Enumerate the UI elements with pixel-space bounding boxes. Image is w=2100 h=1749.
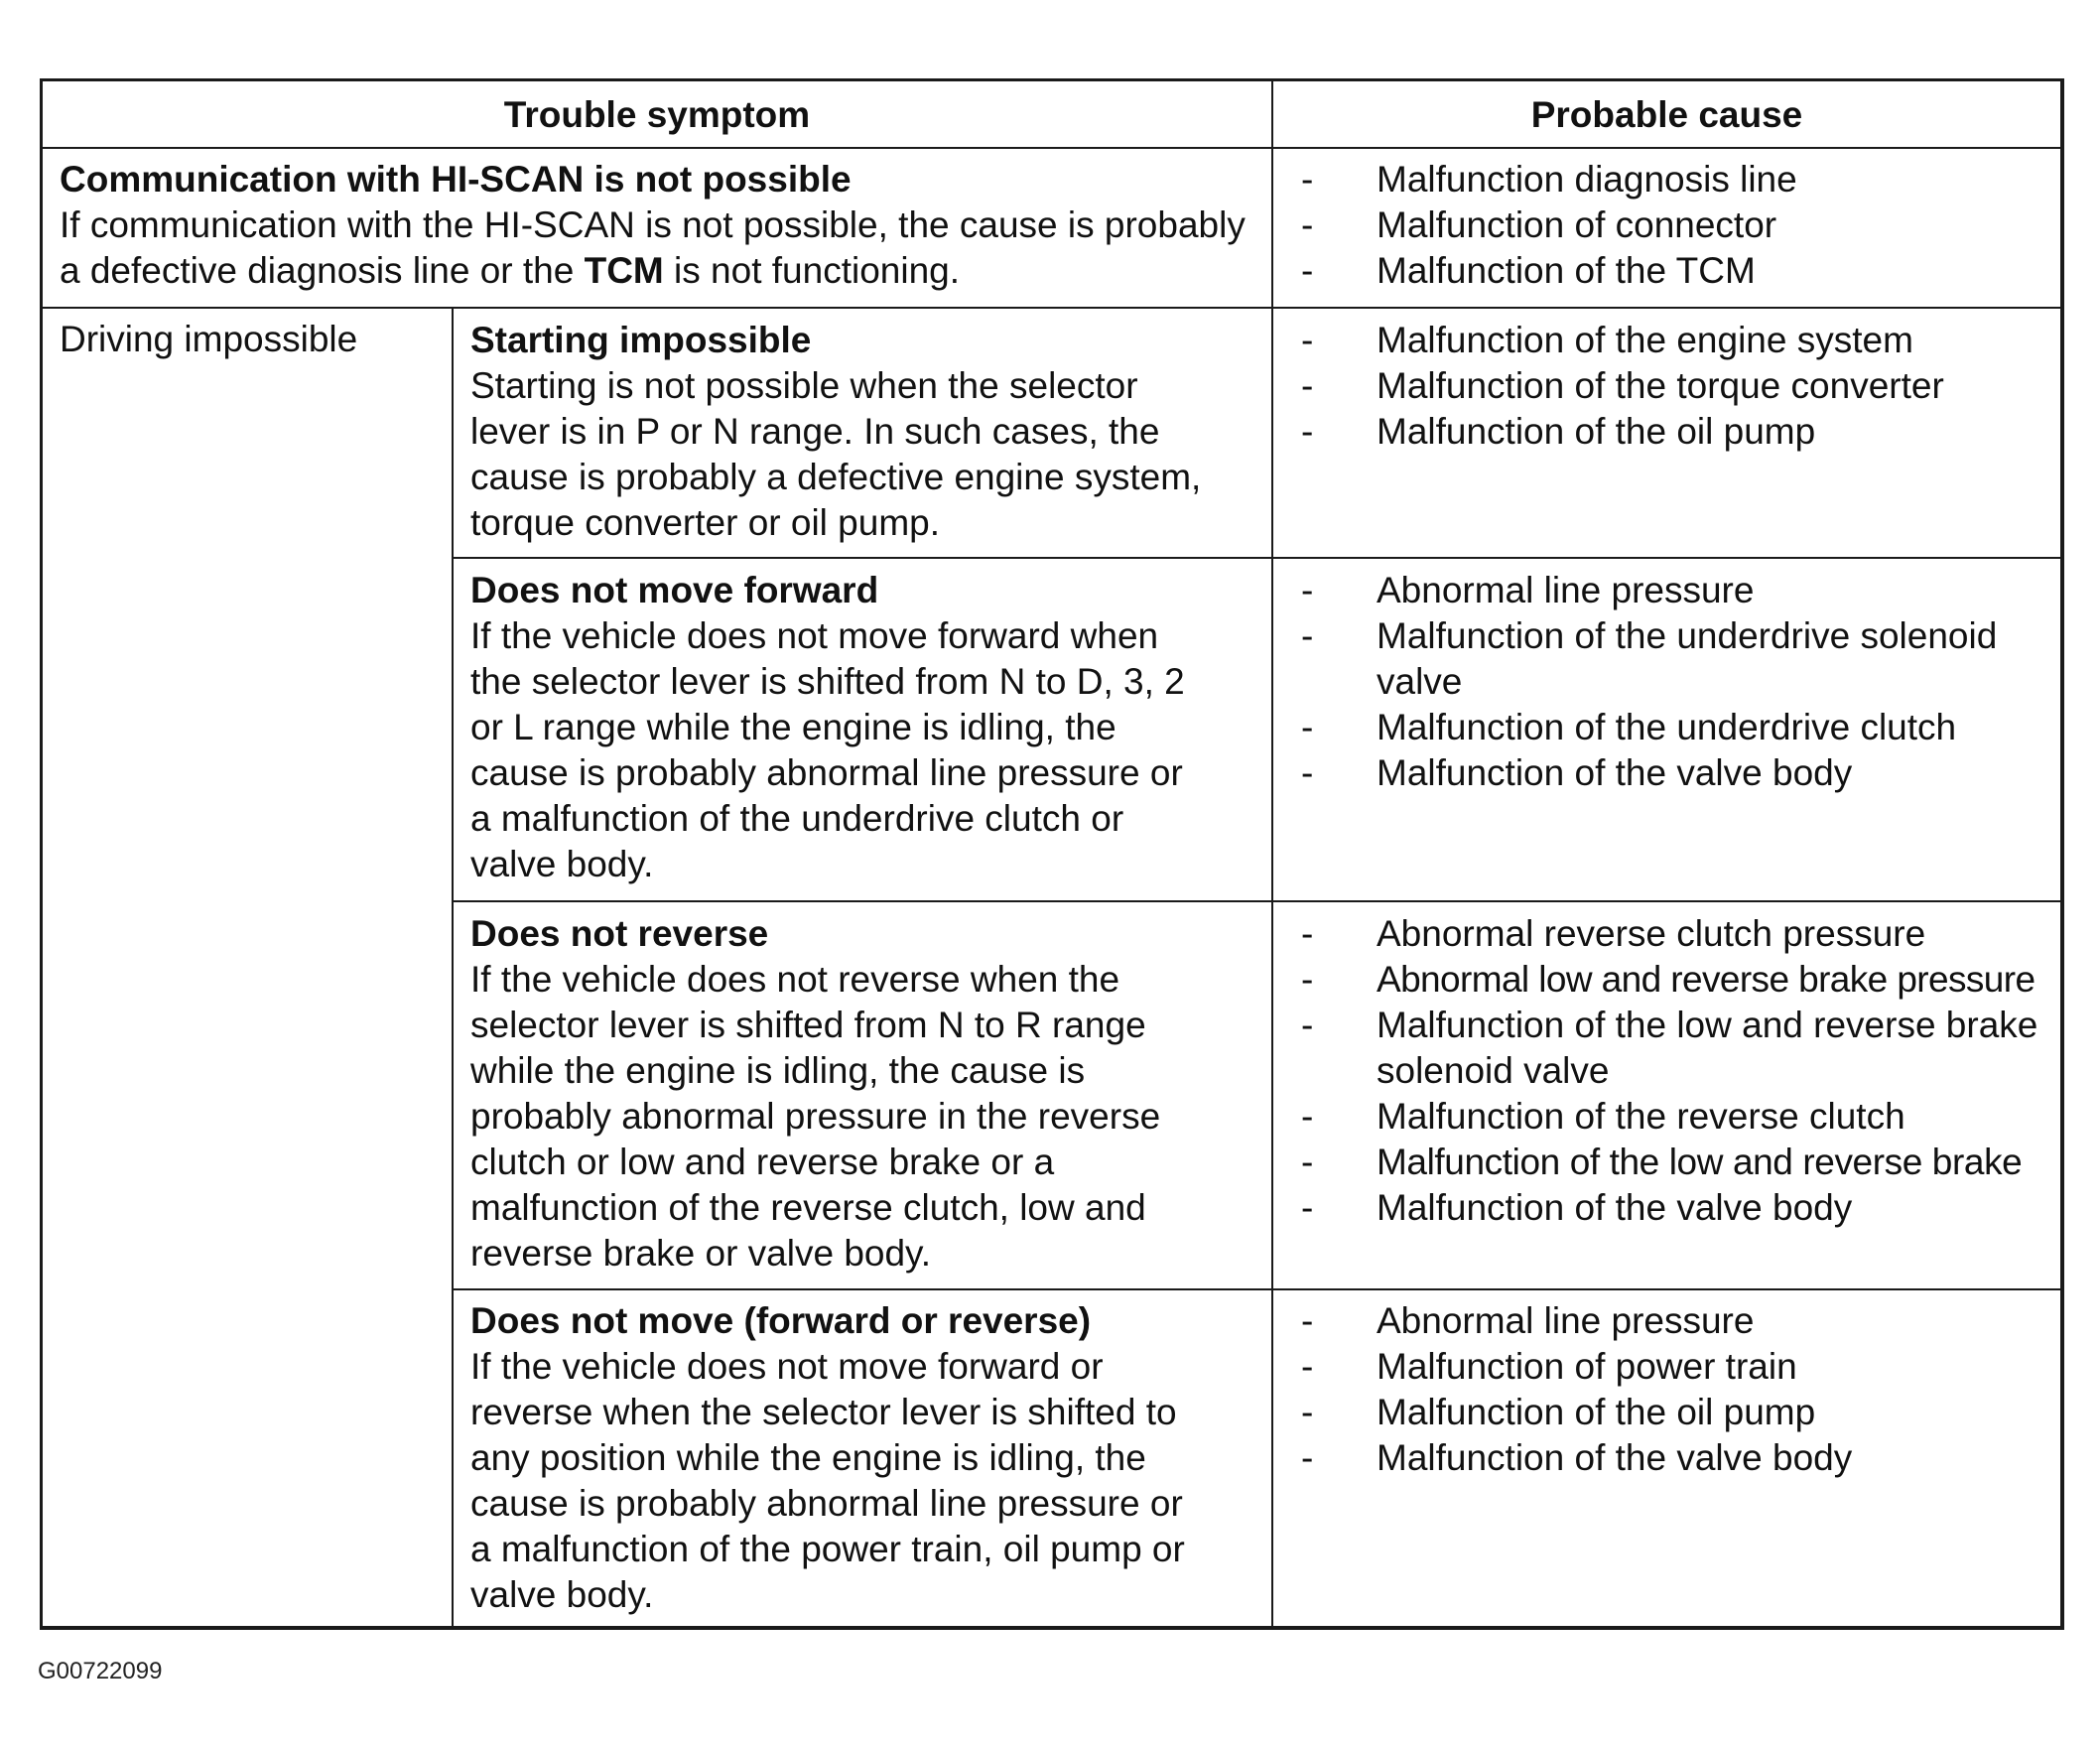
bullet-dash: -: [1301, 1005, 1314, 1045]
header-probable-cause: Probable cause: [1530, 94, 1803, 135]
cause-item: [1285, 363, 2054, 409]
column-divider: [1271, 81, 1273, 1626]
cause-item: [1285, 202, 2054, 248]
symptom-cell-does-not-move: [470, 1298, 1205, 1618]
cause-text: Malfunction of the low and reverse brake: [1377, 1142, 2023, 1182]
figure-id: G00722099: [38, 1658, 163, 1684]
cause-list: [1285, 911, 2054, 1231]
cause-text: Malfunction of the TCM: [1377, 250, 1756, 291]
symptom-description: If the vehicle does not move forward or reverse when the selector lever is shifted to any position while the engine is idling, the cause is probably abnormal line pressure or a malfunction of the power train, oil pump or valve body.: [470, 1346, 1185, 1615]
cause-list: [1285, 1298, 2054, 1481]
bullet-dash: -: [1301, 1346, 1314, 1387]
bullet-dash: -: [1301, 615, 1314, 656]
bullet-dash: -: [1301, 1300, 1314, 1341]
cause-text: Malfunction of the oil pump: [1377, 411, 1816, 452]
cause-cell-starting-impossible: [1285, 318, 2054, 455]
cause-item: [1285, 1298, 2054, 1344]
cause-item: [1285, 1344, 2054, 1390]
bullet-dash: -: [1301, 320, 1314, 360]
bullet-dash: -: [1301, 1142, 1313, 1182]
bullet-dash: -: [1301, 1437, 1314, 1478]
row-divider: [43, 307, 2060, 309]
cause-list: [1285, 157, 2054, 294]
cause-text: Abnormal line pressure: [1377, 570, 1755, 610]
cause-item: [1285, 1003, 2071, 1094]
symptom-cell-does-not-reverse: [470, 911, 1225, 1277]
cause-list: [1285, 568, 2054, 796]
cause-text: Malfunction of the valve body: [1377, 752, 1853, 793]
bullet-dash: -: [1301, 1187, 1314, 1228]
bullet-dash: -: [1301, 159, 1314, 200]
cause-item: [1285, 613, 2002, 705]
cause-list: [1285, 318, 2054, 455]
subcolumn-divider: [452, 309, 454, 1626]
symptom-title: Starting impossible: [470, 320, 812, 360]
group-label-driving-impossible: Driving impossible: [60, 319, 358, 359]
header-trouble-symptom: Trouble symptom: [503, 94, 811, 135]
symptom-cell-does-not-move-forward: [470, 568, 1185, 887]
subrow-divider: [452, 900, 2060, 902]
cause-text: Malfunction of connector: [1377, 204, 1777, 245]
trouble-symptom-table: [40, 78, 2064, 1630]
bullet-dash: -: [1301, 1096, 1314, 1137]
cause-text: Malfunction of the low and reverse brake solenoid valve: [1377, 1005, 2038, 1091]
cause-item: [1285, 957, 2054, 1003]
symptom-description: If the vehicle does not reverse when the selector lever is shifted from N to R range while the engine is idling, the cause is probably abnormal pressure in the reverse clutch or low and reverse brake or a malfunction of the reverse clutch, low and reverse brake or valve body.: [470, 959, 1161, 1274]
cause-item: [1285, 705, 2054, 750]
cause-cell-does-not-reverse: [1285, 911, 2054, 1231]
symptom-cell-starting-impossible: [470, 318, 1264, 546]
symptom-title: Does not move (forward or reverse): [470, 1300, 1092, 1341]
bullet-dash: -: [1301, 1392, 1314, 1432]
symptom-description-bold: TCM: [584, 250, 664, 291]
cause-text: Malfunction of power train: [1377, 1346, 1797, 1387]
symptom-description: Starting is not possible when the selector lever is in P or N range. In such cases, the cause is probably a defective engine system, torque converter or oil pump.: [470, 365, 1202, 543]
cause-text: Malfunction of the valve body: [1377, 1187, 1853, 1228]
cause-text: Abnormal reverse clutch pressure: [1377, 913, 1926, 954]
cause-item: [1285, 1435, 2054, 1481]
symptom-cell-communication: [60, 157, 1260, 294]
cause-item: [1285, 911, 2054, 957]
bullet-dash: -: [1301, 959, 1313, 1000]
cause-item: [1285, 750, 2054, 796]
cause-item: [1285, 409, 2054, 455]
cause-text: Malfunction of the valve body: [1377, 1437, 1853, 1478]
cause-text: Malfunction of the underdrive solenoid valve: [1377, 615, 1998, 702]
symptom-description: [60, 202, 1260, 294]
cause-text: Malfunction of the underdrive clutch: [1377, 707, 1957, 747]
bullet-dash: -: [1301, 365, 1314, 406]
symptom-description: If the vehicle does not move forward when the selector lever is shifted from N to D, 3, 2 or L range while the engine is idling, the cause is probably abnormal line pressure or a malfunction of the underdrive clutch or valve body.: [470, 615, 1185, 884]
bullet-dash: -: [1301, 752, 1314, 793]
cause-cell-communication: [1285, 157, 2054, 294]
cause-item: [1285, 1390, 2054, 1435]
symptom-title: Communication with HI-SCAN is not possible: [60, 159, 852, 200]
cause-item: [1285, 318, 2054, 363]
cause-item: [1285, 1094, 2054, 1140]
cause-text: Malfunction of the reverse clutch: [1377, 1096, 1905, 1137]
symptom-title: Does not reverse: [470, 913, 769, 954]
cause-cell-does-not-move-forward: [1285, 568, 2054, 796]
subrow-divider: [452, 1288, 2060, 1290]
cause-item: [1285, 568, 2054, 613]
bullet-dash: -: [1301, 204, 1314, 245]
cause-text: Malfunction of the engine system: [1377, 320, 1913, 360]
cause-cell-does-not-move: [1285, 1298, 2054, 1481]
bullet-dash: -: [1301, 913, 1314, 954]
cause-item: [1285, 1140, 2054, 1185]
cause-text: Abnormal low and reverse brake pressure: [1377, 959, 2035, 1000]
header-divider: [43, 147, 2060, 149]
cause-text: Malfunction diagnosis line: [1377, 159, 1797, 200]
cause-item: [1285, 1185, 2054, 1231]
subrow-divider: [452, 557, 2060, 559]
cause-text: Abnormal line pressure: [1377, 1300, 1755, 1341]
cause-text: Malfunction of the oil pump: [1377, 1392, 1816, 1432]
cause-item: [1285, 248, 2054, 294]
bullet-dash: -: [1301, 250, 1314, 291]
bullet-dash: -: [1301, 707, 1314, 747]
symptom-description-text: is not functioning.: [663, 250, 961, 291]
cause-text: Malfunction of the torque converter: [1377, 365, 1944, 406]
bullet-dash: -: [1301, 570, 1314, 610]
bullet-dash: -: [1301, 411, 1314, 452]
symptom-title: Does not move forward: [470, 570, 879, 610]
cause-item: [1285, 157, 2054, 202]
symptom-description-text: If communication with the HI-SCAN is not possible, the cause is probably a defective diagnosis line or the: [60, 204, 1246, 291]
